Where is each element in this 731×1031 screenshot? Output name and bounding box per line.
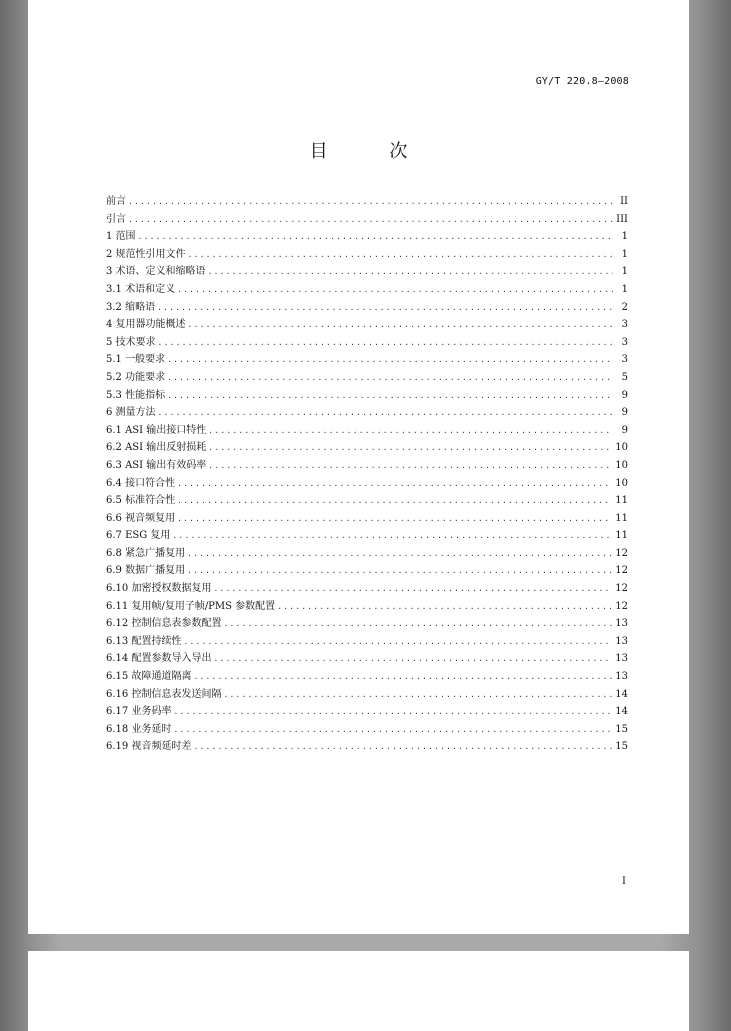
toc-leader-dots xyxy=(187,562,612,580)
toc-entry-page: 11 xyxy=(615,495,628,507)
toc-entry-label: 6.6 视音频复用 xyxy=(106,512,176,524)
toc-entry[interactable] xyxy=(106,703,628,721)
toc-entry[interactable] xyxy=(106,650,628,668)
toc-entry[interactable] xyxy=(106,598,628,616)
toc-entry[interactable] xyxy=(106,246,628,264)
toc-entry-label: 6.17 业务码率 xyxy=(106,706,172,718)
toc-entry-page: 14 xyxy=(615,688,628,700)
toc-leader-dots xyxy=(183,633,612,651)
toc-entry-label: 6.16 控制信息表发送间隔 xyxy=(106,688,222,700)
standard-number: GY/T 220.8—2008 xyxy=(535,76,629,87)
toc-entry[interactable] xyxy=(106,422,628,440)
toc-leader-dots xyxy=(213,650,612,668)
toc-entry-page: 1 xyxy=(621,283,628,295)
toc-leader-dots xyxy=(208,263,613,281)
toc-entry-page: 13 xyxy=(615,635,628,647)
toc-entry[interactable] xyxy=(106,211,628,229)
toc-entry-page: 5 xyxy=(621,371,628,383)
toc-leader-dots xyxy=(157,299,613,317)
toc-leader-dots xyxy=(158,334,613,352)
toc-entry-page: III xyxy=(616,213,628,225)
toc-leader-dots xyxy=(167,369,613,387)
toc-entry-page: 15 xyxy=(615,723,628,735)
toc-entry-page: 9 xyxy=(621,389,628,401)
toc-entry-label: 引言 xyxy=(106,213,126,225)
toc-leader-dots xyxy=(277,598,612,616)
toc-leader-dots xyxy=(158,404,613,422)
toc-entry-page: 14 xyxy=(615,706,628,718)
toc-entry[interactable] xyxy=(106,387,628,405)
toc-entry[interactable] xyxy=(106,527,628,545)
toc-entry-label: 6 测量方法 xyxy=(106,407,156,419)
toc-entry-label: 1 范围 xyxy=(106,231,136,243)
toc-leader-dots xyxy=(177,475,612,493)
toc-leader-dots xyxy=(173,721,612,739)
toc-entry[interactable] xyxy=(106,193,628,211)
toc-entry-label: 4 复用器功能概述 xyxy=(106,319,186,331)
toc-entry-page: 2 xyxy=(621,301,628,313)
toc-entry[interactable] xyxy=(106,633,628,651)
toc-leader-dots xyxy=(128,193,613,211)
toc-entry-label: 3.2 缩略语 xyxy=(106,301,156,313)
toc-entry-label: 3 术语、定义和缩略语 xyxy=(106,266,206,278)
toc-entry[interactable] xyxy=(106,562,628,580)
toc-entry-label: 6.11 复用帧/复用子帧/PMS 参数配置 xyxy=(106,600,276,612)
toc-entry-label: 6.7 ESG 复用 xyxy=(106,530,171,542)
toc-entry[interactable] xyxy=(106,457,628,475)
toc-entry[interactable] xyxy=(106,334,628,352)
toc-leader-dots xyxy=(193,668,612,686)
toc-leader-dots xyxy=(167,387,613,405)
toc-entry-label: 5.2 功能要求 xyxy=(106,371,166,383)
toc-entry-page: 10 xyxy=(615,442,628,454)
toc-entry-page: 1 xyxy=(621,231,628,243)
toc-entry[interactable] xyxy=(106,721,628,739)
toc-leader-dots xyxy=(177,510,612,528)
toc-entry-page: 1 xyxy=(621,248,628,260)
toc-entry-label: 6.1 ASI 输出接口特性 xyxy=(106,424,207,436)
toc-entry-label: 6.14 配置参数导入导出 xyxy=(106,653,212,665)
toc-entry-page: 13 xyxy=(615,671,628,683)
toc-leader-dots xyxy=(188,246,613,264)
toc-entry-page: 11 xyxy=(615,530,628,542)
toc-entry[interactable] xyxy=(106,316,628,334)
toc-entry-label: 6.19 视音频延时差 xyxy=(106,741,192,753)
toc-entry[interactable] xyxy=(106,299,628,317)
toc-entry-label: 3.1 术语和定义 xyxy=(106,283,176,295)
toc-leader-dots xyxy=(193,738,612,756)
toc-entry[interactable] xyxy=(106,545,628,563)
toc-entry-label: 6.15 故障通道隔离 xyxy=(106,671,192,683)
toc-entry-label: 6.8 紧急广播复用 xyxy=(106,547,186,559)
toc-entry[interactable] xyxy=(106,668,628,686)
toc-leader-dots xyxy=(208,457,612,475)
toc-leader-dots xyxy=(138,228,613,246)
toc-entry-page: 12 xyxy=(615,565,628,577)
toc-leader-dots xyxy=(223,615,612,633)
toc-entry[interactable] xyxy=(106,228,628,246)
toc-entry-page: II xyxy=(620,196,628,207)
toc-entry-label: 5 技术要求 xyxy=(106,336,156,348)
toc-entry-page: 3 xyxy=(621,354,628,366)
toc-entry-page: 10 xyxy=(615,459,628,471)
toc-entry-page: 9 xyxy=(621,407,628,419)
toc-leader-dots xyxy=(172,527,612,545)
toc-entry[interactable] xyxy=(106,510,628,528)
toc-entry-label: 6.18 业务延时 xyxy=(106,723,172,735)
toc-entry-label: 6.4 接口符合性 xyxy=(106,477,176,489)
toc-leader-dots xyxy=(177,281,613,299)
toc-leader-dots xyxy=(213,580,612,598)
toc-entry[interactable] xyxy=(106,475,628,493)
table-of-contents xyxy=(106,193,628,756)
toc-leader-dots xyxy=(167,351,613,369)
toc-entry[interactable] xyxy=(106,263,628,281)
toc-entry-label: 6.2 ASI 输出反射损耗 xyxy=(106,442,207,454)
toc-entry-label: 6.3 ASI 输出有效码率 xyxy=(106,459,207,471)
toc-entry-label: 6.5 标准符合性 xyxy=(106,495,176,507)
toc-leader-dots xyxy=(187,545,612,563)
toc-entry-page: 10 xyxy=(615,477,628,489)
toc-entry-label: 6.12 控制信息表参数配置 xyxy=(106,618,222,630)
toc-entry-label: 5.1 一般要求 xyxy=(106,354,166,366)
toc-entry-page: 1 xyxy=(621,266,628,278)
toc-entry[interactable] xyxy=(106,580,628,598)
toc-entry-page: 13 xyxy=(615,618,628,630)
toc-leader-dots xyxy=(208,422,613,440)
toc-entry[interactable] xyxy=(106,738,628,756)
toc-leader-dots xyxy=(188,316,613,334)
toc-entry-page: 13 xyxy=(615,653,628,665)
toc-entry[interactable] xyxy=(106,615,628,633)
toc-entry-page: 12 xyxy=(615,600,628,612)
toc-entry[interactable] xyxy=(106,281,628,299)
toc-leader-dots xyxy=(208,439,612,457)
toc-entry[interactable] xyxy=(106,351,628,369)
toc-entry-label: 2 规范性引用文件 xyxy=(106,248,186,260)
toc-leader-dots xyxy=(173,703,612,721)
toc-entry[interactable] xyxy=(106,492,628,510)
toc-entry-label: 前言 xyxy=(106,196,126,207)
toc-leader-dots xyxy=(128,211,613,229)
next-page xyxy=(28,951,689,1031)
toc-entry-page: 12 xyxy=(615,583,628,595)
toc-entry[interactable] xyxy=(106,369,628,387)
toc-entry[interactable] xyxy=(106,686,628,704)
toc-entry-label: 6.9 数据广播复用 xyxy=(106,565,186,577)
toc-entry-page: 9 xyxy=(621,424,628,436)
toc-entry-page: 15 xyxy=(615,741,628,753)
toc-entry-page: 3 xyxy=(621,319,628,331)
toc-entry-label: 5.3 性能指标 xyxy=(106,389,166,401)
toc-entry[interactable] xyxy=(106,404,628,422)
toc-entry-label: 6.10 加密授权数据复用 xyxy=(106,583,212,595)
toc-entry-page: 11 xyxy=(615,512,628,524)
toc-entry-page: 3 xyxy=(621,336,628,348)
toc-leader-dots xyxy=(223,686,612,704)
page-title: 目 次 xyxy=(309,141,436,162)
page-number: I xyxy=(622,876,626,887)
toc-leader-dots xyxy=(177,492,612,510)
toc-entry-label: 6.13 配置持续性 xyxy=(106,635,182,647)
document-page xyxy=(28,0,689,934)
toc-entry-page: 12 xyxy=(615,547,628,559)
toc-entry[interactable] xyxy=(106,439,628,457)
